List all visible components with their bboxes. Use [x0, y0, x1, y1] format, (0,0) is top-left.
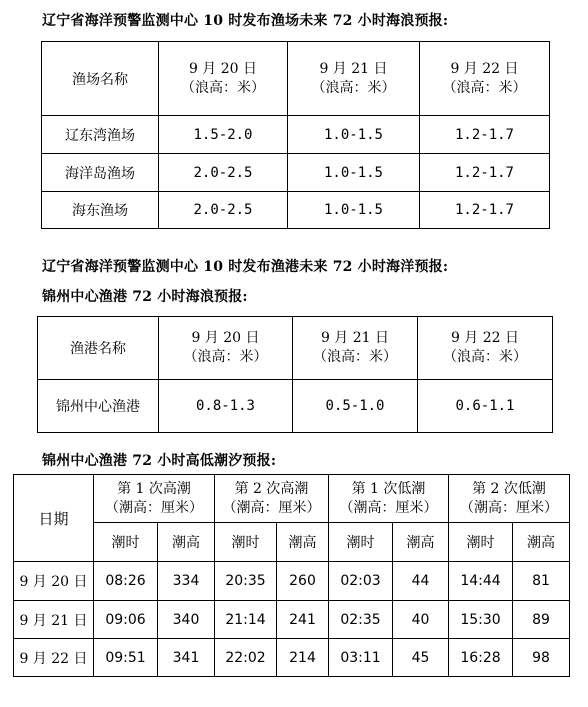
tide-heading: 锦州中心渔港 72 小时高低潮汐预报: — [42, 453, 277, 469]
col-header-date: 9 月 21 日 （浪高：米） — [288, 42, 420, 116]
tide-date-cell: 9 月 22 日 — [14, 639, 94, 677]
col-header-tide-time: 潮时 — [329, 523, 393, 562]
tide-time-cell: 21:14 — [215, 601, 277, 639]
tide-height-cell: 214 — [277, 639, 329, 677]
col-header-tide-time: 潮时 — [94, 523, 158, 562]
col-group-high-1: 第 1 次高潮 （潮高：厘米） — [94, 475, 215, 523]
col-header-tide-time: 潮时 — [215, 523, 277, 562]
tide-date-cell: 9 月 20 日 — [14, 562, 94, 601]
tide-height-cell: 334 — [158, 562, 215, 601]
col-group-low-1: 第 1 次低潮 （潮高：厘米） — [329, 475, 449, 523]
wave-value-cell: 1.2-1.7 — [420, 116, 550, 154]
tide-height-cell: 341 — [158, 639, 215, 677]
col-header-tide-height: 潮高 — [158, 523, 215, 562]
col-header-tide-time: 潮时 — [449, 523, 513, 562]
table-row — [42, 116, 550, 154]
col-header-tide-height: 潮高 — [277, 523, 329, 562]
table-row — [42, 154, 550, 192]
tide-time-cell: 14:44 — [449, 562, 513, 601]
tide-height-cell: 241 — [277, 601, 329, 639]
port-name-cell: 锦州中心渔港 — [38, 380, 159, 433]
port-wave-table — [37, 316, 553, 433]
table-row — [14, 562, 570, 601]
tide-height-cell: 340 — [158, 601, 215, 639]
col-header-tide-height: 潮高 — [393, 523, 449, 562]
tide-height-cell: 40 — [393, 601, 449, 639]
wave-value-cell: 1.0-1.5 — [288, 116, 420, 154]
col-header-fishery-name: 渔场名称 — [42, 42, 159, 116]
tide-height-cell: 98 — [513, 639, 570, 677]
col-header-date: 9 月 22 日 （浪高：米） — [420, 42, 550, 116]
wave-value-cell: 2.0-2.5 — [159, 154, 288, 192]
wave-value-cell: 1.0-1.5 — [288, 154, 420, 192]
col-header-tide-height: 潮高 — [513, 523, 570, 562]
tide-time-cell: 02:35 — [329, 601, 393, 639]
wave-value-cell: 0.6-1.1 — [418, 380, 553, 433]
wave-value-cell: 2.0-2.5 — [159, 192, 288, 229]
wave-value-cell: 0.5-1.0 — [293, 380, 418, 433]
tide-table — [13, 474, 570, 677]
fishery-name-cell: 海东渔场 — [42, 192, 159, 229]
tide-time-cell: 09:06 — [94, 601, 158, 639]
fishery-name-cell: 海洋岛渔场 — [42, 154, 159, 192]
tide-height-cell: 260 — [277, 562, 329, 601]
wave-value-cell: 0.8-1.3 — [159, 380, 293, 433]
tide-time-cell: 09:51 — [94, 639, 158, 677]
tide-height-cell: 45 — [393, 639, 449, 677]
col-header-date: 9 月 22 日 （浪高：米） — [418, 317, 553, 380]
table-row — [38, 380, 553, 433]
wave-value-cell: 1.0-1.5 — [288, 192, 420, 229]
tide-height-cell: 89 — [513, 601, 570, 639]
wave-value-cell: 1.2-1.7 — [420, 154, 550, 192]
col-header-date: 9 月 21 日 （浪高：米） — [293, 317, 418, 380]
port-heading-main: 辽宁省海洋预警监测中心 10 时发布渔港未来 72 小时海洋预报: — [42, 259, 449, 275]
table-row — [14, 639, 570, 677]
tide-height-cell: 44 — [393, 562, 449, 601]
fishery-heading: 辽宁省海洋预警监测中心 10 时发布渔场未来 72 小时海浪预报: — [42, 13, 449, 29]
tide-time-cell: 15:30 — [449, 601, 513, 639]
wave-value-cell: 1.5-2.0 — [159, 116, 288, 154]
col-header-date: 9 月 20 日 （浪高：米） — [159, 317, 293, 380]
wave-value-cell: 1.2-1.7 — [420, 192, 550, 229]
col-header-port-name: 渔港名称 — [38, 317, 159, 380]
col-header-date: 日期 — [14, 475, 94, 562]
col-header-date: 9 月 20 日 （浪高：米） — [159, 42, 288, 116]
tide-time-cell: 02:03 — [329, 562, 393, 601]
table-row — [42, 192, 550, 229]
tide-time-cell: 22:02 — [215, 639, 277, 677]
fishery-wave-table — [41, 41, 550, 229]
tide-time-cell: 20:35 — [215, 562, 277, 601]
col-group-high-2: 第 2 次高潮 （潮高：厘米） — [215, 475, 329, 523]
tide-time-cell: 03:11 — [329, 639, 393, 677]
col-group-low-2: 第 2 次低潮 （潮高：厘米） — [449, 475, 570, 523]
table-row — [14, 601, 570, 639]
port-heading-sub: 锦州中心渔港 72 小时海浪预报: — [42, 289, 248, 305]
tide-height-cell: 81 — [513, 562, 570, 601]
tide-time-cell: 08:26 — [94, 562, 158, 601]
tide-time-cell: 16:28 — [449, 639, 513, 677]
fishery-name-cell: 辽东湾渔场 — [42, 116, 159, 154]
tide-date-cell: 9 月 21 日 — [14, 601, 94, 639]
